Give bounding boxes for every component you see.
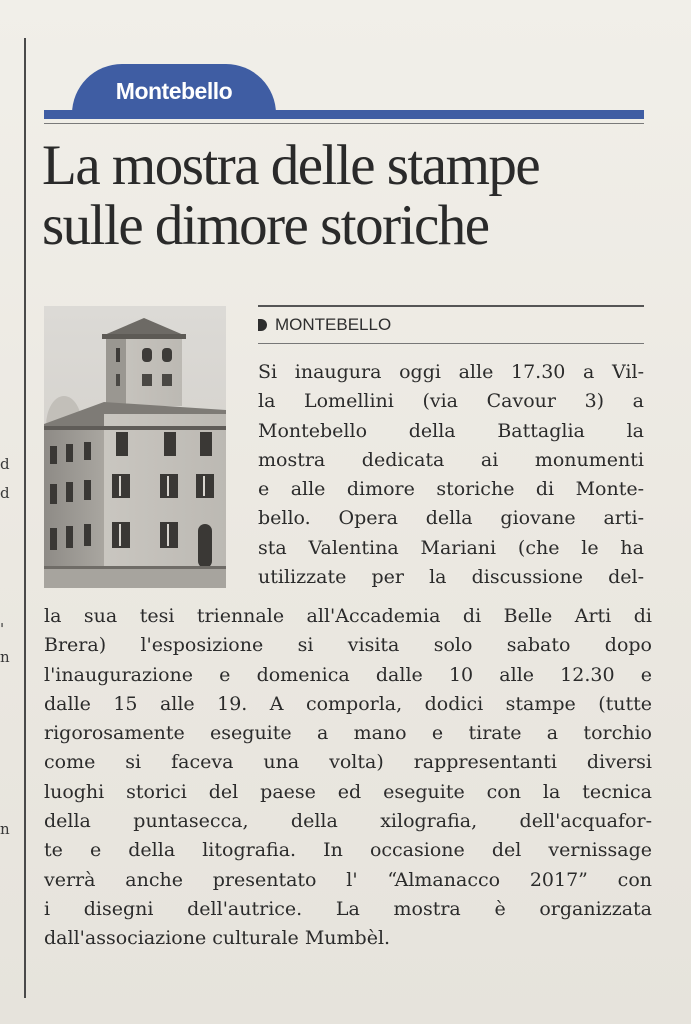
article-body-narrow	[258, 358, 644, 592]
body-line: rigorosamente eseguite a mano e tirate a torchio	[44, 722, 652, 745]
body-line: luoghi storici del paese ed eseguite con la tecnica	[44, 780, 652, 803]
edge-fragment: d	[0, 455, 10, 473]
section-header-bar	[44, 110, 644, 119]
article-body-wide	[44, 602, 652, 954]
headline	[42, 136, 662, 256]
byline	[258, 315, 391, 335]
body-line: sta Valentina Mariani (che le ha	[258, 536, 644, 559]
body-line: della puntasecca, della xilografia, dell'acquafor-	[44, 810, 652, 833]
body-line: dalle 15 alle 19. A comporla, dodici stampe (tutte	[44, 692, 652, 715]
adjacent-column-fragments	[0, 0, 20, 1024]
headline-line: sulle dimore storiche	[42, 194, 489, 257]
body-line: la sua tesi triennale all'Accademia di Belle Arti di	[44, 605, 652, 627]
body-line: verrà anche presentato l' “Almanacco 2017” con	[44, 868, 652, 891]
body-line: la Lomellini (via Cavour 3) a	[258, 390, 644, 413]
headline-line: La mostra delle stampe	[42, 134, 540, 197]
section-tab	[72, 64, 276, 114]
byline-rule-top	[258, 305, 644, 307]
byline-rule-bottom	[258, 343, 644, 344]
body-line: bello. Opera della giovane arti-	[258, 507, 644, 530]
body-line: i disegni dell'autrice. La mostra è organizzata	[44, 897, 652, 920]
body-line: utilizzate per la discussione del-	[258, 566, 644, 589]
byline-text: MONTEBELLO	[275, 315, 392, 334]
header-underline	[44, 123, 644, 124]
body-line: come si faceva una volta) rappresentanti diversi	[44, 751, 652, 774]
column-rule	[24, 38, 26, 998]
body-line: dall'associazione culturale Mumbèl.	[44, 927, 391, 950]
edge-fragment: n	[0, 820, 10, 838]
body-line: l'inaugurazione e domenica dalle 10 alle 12.30 e	[44, 663, 652, 686]
body-line: Si inaugura oggi alle 17.30 a Vil-	[258, 361, 644, 383]
edge-fragment: n	[0, 648, 10, 666]
body-line: e alle dimore storiche di Monte-	[258, 478, 644, 501]
edge-fragment: d	[0, 484, 10, 502]
villa-photo	[44, 306, 226, 588]
byline-bullet-icon	[258, 319, 267, 331]
body-line: mostra dedicata ai monumenti	[258, 448, 644, 471]
body-line: Brera) l'esposizione si visita solo sabato dopo	[44, 634, 652, 657]
section-tab-label: Montebello	[115, 78, 233, 104]
body-line: te e della litografia. In occasione del vernissage	[44, 839, 652, 862]
body-line: Montebello della Battaglia la	[258, 419, 644, 442]
edge-fragment: '	[0, 620, 5, 638]
